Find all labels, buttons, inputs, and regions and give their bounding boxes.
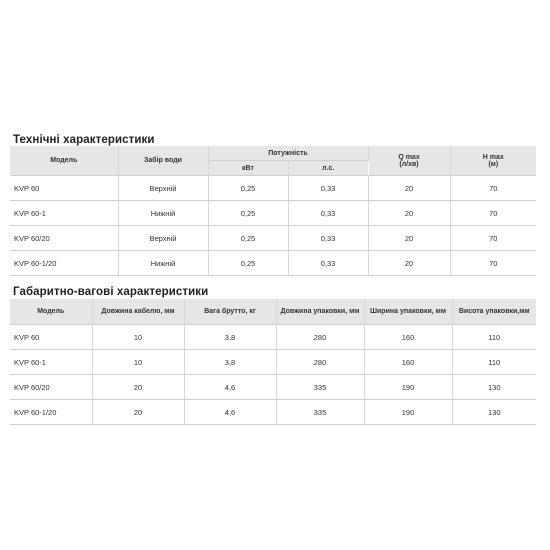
- header-qmax-label: Q max: [398, 153, 420, 161]
- cell-gross-weight: 4,6: [184, 375, 276, 400]
- cell-hp: 0,33: [288, 176, 368, 201]
- cell-pack-height: 110: [452, 350, 536, 375]
- cell-intake: Верхній: [118, 226, 208, 251]
- cell-kw: 0,25: [208, 176, 288, 201]
- cell-kw: 0,25: [208, 251, 288, 276]
- table-row: [10, 375, 536, 400]
- specs-table: [10, 146, 536, 276]
- header-intake: Забір води: [118, 146, 208, 176]
- section-title-dimensions: Габаритно-вагові характеристики: [13, 286, 209, 298]
- cell-pack-height: 110: [452, 325, 536, 350]
- cell-hp: 0,33: [288, 251, 368, 276]
- header-model: Модель: [10, 146, 118, 176]
- cell-model: KVP 60-1: [10, 350, 92, 375]
- cell-intake: Верхній: [118, 176, 208, 201]
- cell-gross-weight: 4,6: [184, 400, 276, 425]
- specs-header-row-1: [10, 146, 536, 161]
- cell-pack-height: 130: [452, 375, 536, 400]
- cell-model: KVP 60: [10, 176, 118, 201]
- cell-hmax: 70: [450, 176, 536, 201]
- cell-qmax: 20: [368, 251, 450, 276]
- header-hmax-label: H max: [482, 153, 504, 161]
- cell-hp: 0,33: [288, 201, 368, 226]
- cell-kw: 0,25: [208, 201, 288, 226]
- cell-model: KVP 60-1: [10, 201, 118, 226]
- header-power: Потужність: [208, 146, 368, 161]
- cell-model: KVP 60: [10, 325, 92, 350]
- header-hp: л.с.: [288, 161, 368, 176]
- table-row: [10, 176, 536, 201]
- cell-pack-length: 335: [276, 400, 364, 425]
- cell-model: KVP 60-1/20: [10, 400, 92, 425]
- cell-pack-width: 190: [364, 375, 452, 400]
- table-row: [10, 226, 536, 251]
- cell-cable-length: 10: [92, 325, 184, 350]
- header-qmax-unit: (л/хв): [399, 160, 419, 168]
- header-pack-length: Довжина упаковки, мм: [276, 299, 364, 325]
- section-title-specs: Технічні характеристики: [13, 134, 155, 146]
- cell-hp: 0,33: [288, 226, 368, 251]
- cell-pack-width: 160: [364, 350, 452, 375]
- header-pack-width: Ширина упаковки, мм: [364, 299, 452, 325]
- cell-pack-length: 280: [276, 350, 364, 375]
- cell-qmax: 20: [368, 176, 450, 201]
- table-row: [10, 400, 536, 425]
- dimensions-header-row: [10, 299, 536, 325]
- header-cable-length: Довжина кабелю, мм: [92, 299, 184, 325]
- header-kw: кВт: [208, 161, 288, 176]
- cell-model: KVP 60/20: [10, 375, 92, 400]
- table-row: [10, 350, 536, 375]
- cell-intake: Нижній: [118, 251, 208, 276]
- cell-hmax: 70: [450, 201, 536, 226]
- dimensions-table: [10, 299, 536, 425]
- header-gross-weight: Вага брутто, кг: [184, 299, 276, 325]
- cell-cable-length: 20: [92, 400, 184, 425]
- cell-kw: 0,25: [208, 226, 288, 251]
- cell-pack-width: 160: [364, 325, 452, 350]
- cell-model: KVP 60-1/20: [10, 251, 118, 276]
- cell-pack-width: 190: [364, 400, 452, 425]
- header-hmax-unit: (м): [488, 160, 499, 168]
- cell-gross-weight: 3,8: [184, 325, 276, 350]
- cell-qmax: 20: [368, 201, 450, 226]
- cell-hmax: 70: [450, 226, 536, 251]
- header-hmax: [450, 146, 536, 176]
- header-model: Модель: [10, 299, 92, 325]
- header-qmax: [368, 146, 450, 176]
- cell-pack-length: 335: [276, 375, 364, 400]
- cell-qmax: 20: [368, 226, 450, 251]
- table-row: [10, 201, 536, 226]
- header-pack-height: Висота упаковки,мм: [452, 299, 536, 325]
- cell-cable-length: 10: [92, 350, 184, 375]
- cell-model: KVP 60/20: [10, 226, 118, 251]
- table-row: [10, 251, 536, 276]
- cell-pack-height: 130: [452, 400, 536, 425]
- cell-cable-length: 20: [92, 375, 184, 400]
- table-row: [10, 325, 536, 350]
- cell-pack-length: 280: [276, 325, 364, 350]
- cell-hmax: 70: [450, 251, 536, 276]
- cell-gross-weight: 3,8: [184, 350, 276, 375]
- cell-intake: Нижній: [118, 201, 208, 226]
